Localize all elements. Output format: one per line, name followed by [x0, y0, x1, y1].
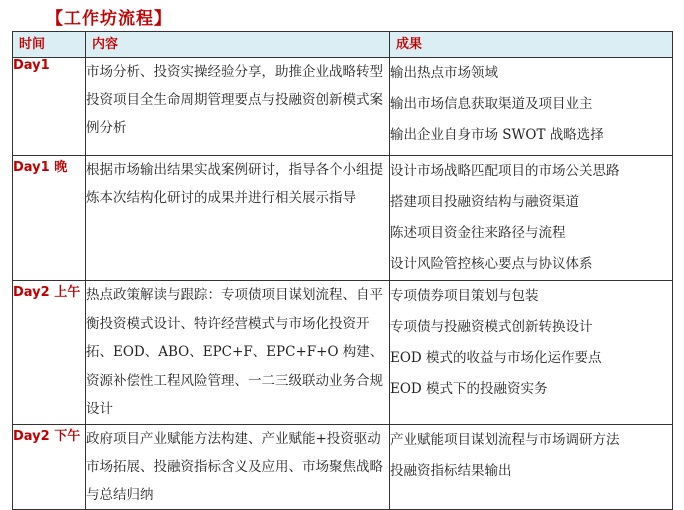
result-item: EOD 模式的收益与市场化运作要点: [390, 350, 602, 366]
table-row: [13, 156, 673, 281]
row-content: 根据市场输出结果实战案例研讨，指导各个小组提炼本次结构化研讨的成果并进行相关展示指导: [86, 156, 390, 281]
row-results: [390, 424, 673, 509]
result-item: 陈述项目资金往来路径与流程: [390, 225, 566, 241]
row-content: 市场分析、投资实操经验分享，助推企业战略转型投资项目全生命周期管理要点与投融资创新模式案例分析: [86, 58, 390, 156]
result-item: 输出市场信息获取渠道及项目业主: [390, 96, 593, 112]
table-row: [13, 424, 673, 509]
row-day: Day2 下午: [13, 424, 86, 509]
row-results: [390, 58, 673, 156]
row-results: [390, 156, 673, 281]
row-results: [390, 281, 673, 425]
workshop-table: [12, 31, 673, 510]
row-content: 政府项目产业赋能方法构建、产业赋能+投资驱动市场拓展、投融资指标含义及应用、市场聚焦战略与总结归纳: [86, 424, 390, 509]
page-title: 【工作坊流程】: [46, 9, 172, 29]
result-item: 产业赋能项目谋划流程与市场调研方法: [390, 431, 620, 448]
result-item: 输出热点市场领域: [390, 65, 498, 81]
header-time: 时间: [13, 32, 86, 58]
table-row: [13, 58, 673, 156]
row-day: Day1 晚: [13, 156, 86, 281]
row-day: Day1: [13, 58, 86, 156]
result-item: 投融资指标结果输出: [390, 462, 512, 479]
table-row: [13, 281, 673, 425]
result-item: 专项债券项目策划与包装: [390, 288, 539, 304]
table-header-row: [13, 32, 673, 58]
row-content: 热点政策解读与跟踪：专项债项目谋划流程、自平衡投资模式设计、特许经营模式与市场化投资开拓、EOD、ABO、EPC+F、EPC+F+O 构建、资源补偿性工程风险管理、一二三级联动业务合规设计: [86, 281, 390, 425]
result-item: 专项债与投融资模式创新转换设计: [390, 319, 593, 335]
result-item: 设计市场战略匹配项目的市场公关思路: [390, 163, 620, 179]
header-content: 内容: [86, 32, 390, 58]
result-item: EOD 模式下的投融资实务: [390, 381, 548, 397]
row-day: Day2 上午: [13, 281, 86, 425]
header-results: 成果: [390, 32, 673, 58]
result-item: 设计风险管控核心要点与协议体系: [390, 256, 593, 272]
result-item: 搭建项目投融资结构与融资渠道: [390, 194, 579, 210]
result-item: 输出企业自身市场 SWOT 战略选择: [390, 127, 604, 143]
